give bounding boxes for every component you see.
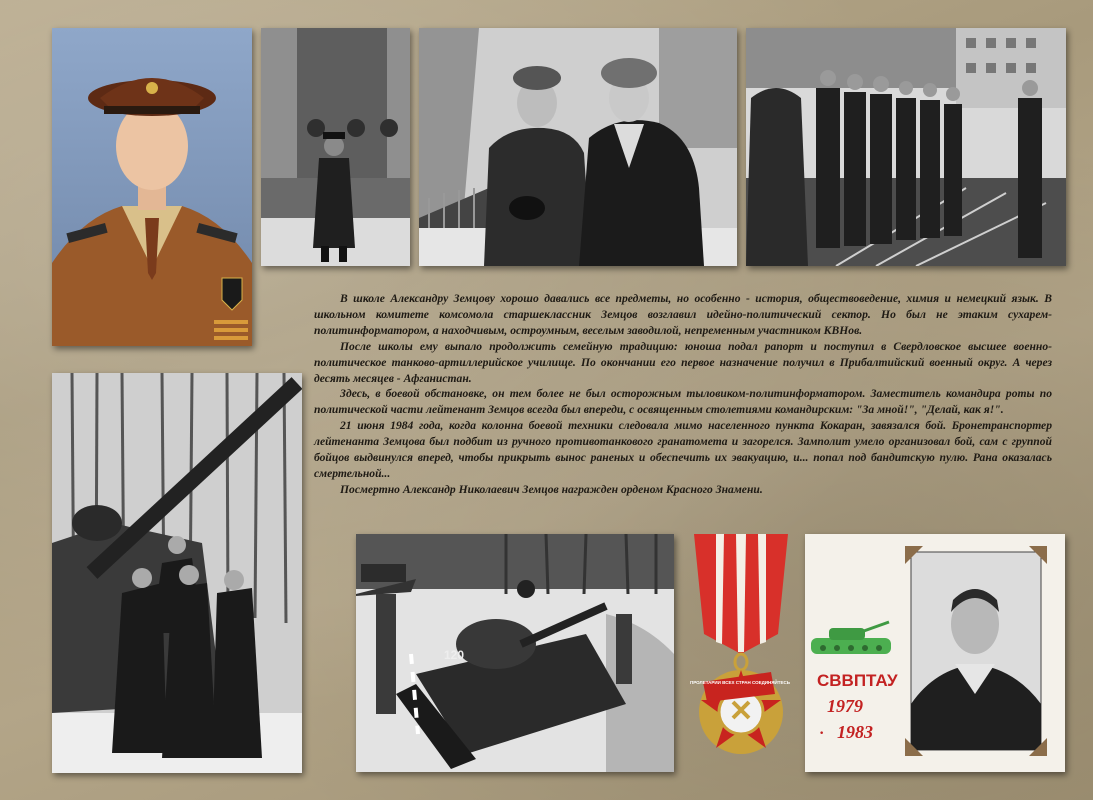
photo-school-card <box>805 534 1065 772</box>
photo-soldiers-formation <box>746 28 1066 266</box>
photo-order-red-banner <box>686 534 796 760</box>
tank-number-label: 120 <box>444 648 465 662</box>
paragraph-school: В школе Александру Земцову хорошо давались все предметы, но особенно - история, обществоведение, химия и немецкий язык. В школьном комитете комсомола старшеклассник Земцов возглавил идейно-политический сектор. Но был не этаким сухарем-политинформатором, а находчивым, остроумным, веселым заводилой, непременным участником КВНов. <box>314 292 1052 337</box>
photo-soldier-with-civilian <box>419 28 737 266</box>
card-school-name: СВВПТАУ <box>817 671 898 690</box>
medal-banner-text: ПРОЛЕТАРИИ ВСЕХ СТРАН СОЕДИНЯЙТЕСЬ <box>689 680 791 685</box>
photo-cadet-portrait <box>52 28 252 346</box>
card-year-end: 1983 <box>837 722 873 742</box>
photo-tank-crew-forest <box>52 373 302 773</box>
biography-text <box>314 291 1052 498</box>
svg-text:·: · <box>819 725 825 742</box>
photo-soldier-monument <box>261 28 410 266</box>
paragraph-academy: После школы ему выпало продолжить семейную традицию: юноша подал рапорт и поступил в Свердловское высшее военно-политическое танково-артиллерийское училище. По окончании его первое назначение получил в Прибалтийский военный округ. А через десять месяцев - Афганистан. <box>314 339 1052 385</box>
card-year-start: 1979 <box>827 696 863 716</box>
paragraph-combat: Здесь, в боевой обстановке, он тем более не был осторожным тыловиком-политинформатором. Заместитель командира роты по политической части лейтенант Земцов всегда был впереди, с освященным столетиями командирским: "За мной!", "Делай, как я!". <box>314 387 1052 417</box>
paragraph-award: Посмертно Александр Николаевич Земцов награжден орденом Красного Знамени. <box>340 482 763 496</box>
paragraph-battle: 21 июня 1984 года, когда колонна боевой техники следовала мимо населенного пункта Кокаран, завязался бой. Бронетранспортер лейтенанта Земцова был подбит из ручного противотанкового гранатомета и загорелся. Замполит умело организовал бой, сам с группой бойцов выдвинулся вперед, чтобы прикрыть вынос раненых и обеспечить их эвакуацию, и... попал под бандитскую пулю. Рана оказалась смертельной... <box>314 419 1052 480</box>
photo-tanks-snow <box>356 534 674 772</box>
